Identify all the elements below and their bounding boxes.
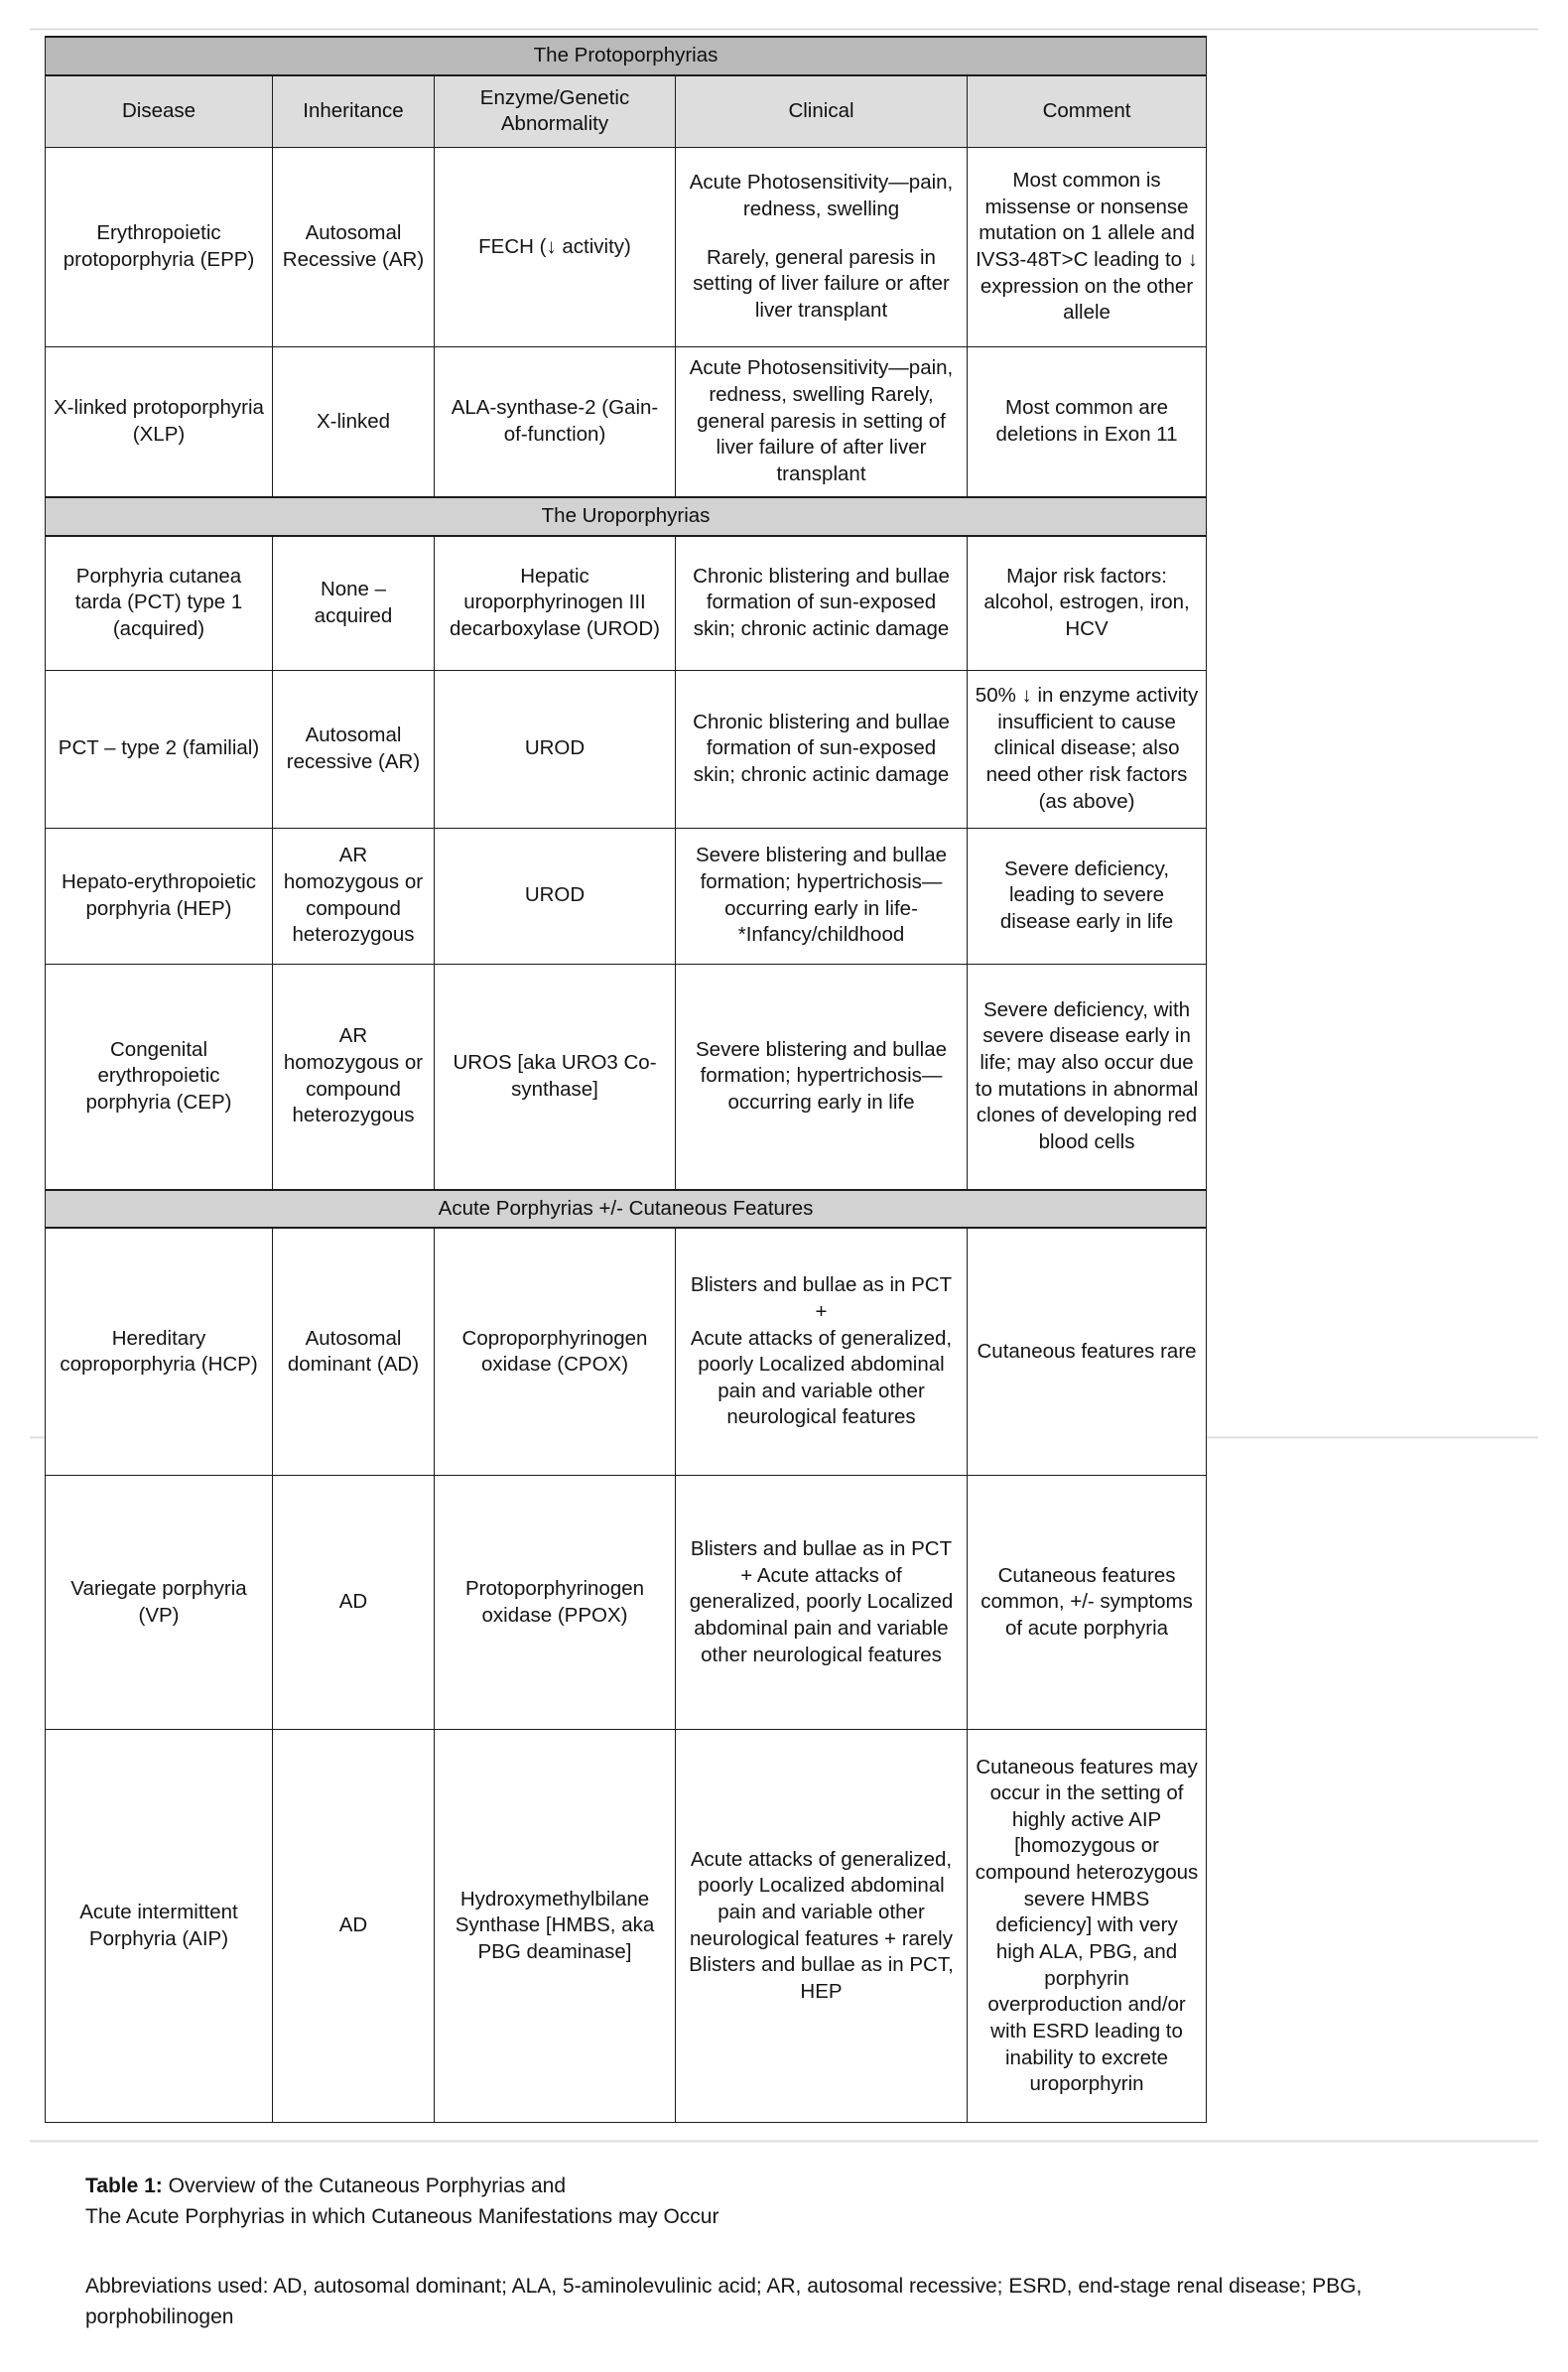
section-title: The Protoporphyrias — [46, 37, 1207, 75]
table-row — [46, 964, 1207, 1190]
section-header-protoporphyrias — [46, 37, 1207, 75]
cell-enzyme: FECH (↓ activity) — [435, 147, 676, 346]
porphyrias-table — [45, 36, 1207, 2123]
column-header-row — [46, 75, 1207, 148]
section-header-uroporphyrias — [46, 497, 1207, 536]
cell-disease: Erythropoietic protoporphyria (EPP) — [46, 147, 273, 346]
clinical-line-1: Blisters and bullae as in PCT — [690, 1273, 953, 1297]
section-title: Acute Porphyrias +/- Cutaneous Features — [46, 1190, 1207, 1229]
cell-disease: Acute intermittent Porphyria (AIP) — [46, 1730, 273, 2123]
cell-clinical: Severe blistering and bullae formation; hypertrichosis—occurring early in life-*Infancy/childhood — [676, 828, 968, 964]
column-header-clinical: Clinical — [676, 75, 968, 148]
table-row — [46, 346, 1207, 497]
cell-comment: 50% ↓ in enzyme activity insufficient to cause clinical disease; also need other risk factors (as above) — [968, 670, 1207, 828]
cell-inheritance: Autosomal recessive (AR) — [273, 670, 435, 828]
cell-disease: Porphyria cutanea tarda (PCT) type 1 (acquired) — [46, 536, 273, 671]
cell-enzyme: UROD — [435, 828, 676, 964]
clinical-spacer — [683, 223, 960, 245]
cell-inheritance: AD — [273, 1730, 435, 2123]
cell-comment: Severe deficiency, with severe disease early in life; may also occur due to mutations in abnormal clones of developing red blood cells — [968, 964, 1207, 1190]
cell-inheritance: Autosomal Recessive (AR) — [273, 147, 435, 346]
clinical-plus-sign: + — [815, 1299, 828, 1323]
table-caption — [85, 2172, 1504, 2333]
cell-inheritance: Autosomal dominant (AD) — [273, 1228, 435, 1476]
table-row — [46, 670, 1207, 828]
cell-clinical: Chronic blistering and bullae formation of sun-exposed skin; chronic actinic damage — [676, 670, 968, 828]
column-header-enzyme-genetic-abnormality: Enzyme/Genetic Abnormality — [435, 75, 676, 148]
caption-line-2: The Acute Porphyrias in which Cutaneous Manifestations may Occur — [85, 2204, 719, 2228]
table-row — [46, 536, 1207, 671]
cell-enzyme: Hydroxymethylbilane Synthase [HMBS, aka PBG deaminase] — [435, 1730, 676, 2123]
cell-disease: PCT – type 2 (familial) — [46, 670, 273, 828]
cell-clinical — [676, 147, 968, 346]
column-header-comment: Comment — [968, 75, 1207, 148]
cell-enzyme: UROD — [435, 670, 676, 828]
cell-disease: Congenital erythropoietic porphyria (CEP) — [46, 964, 273, 1190]
caption-label: Table 1: — [85, 2174, 163, 2197]
section-title: The Uroporphyrias — [46, 497, 1207, 536]
cell-inheritance: None – acquired — [273, 536, 435, 671]
table-row — [46, 147, 1207, 346]
caption-line-1 — [85, 2172, 1504, 2202]
cell-enzyme: UROS [aka URO3 Co-synthase] — [435, 964, 676, 1190]
cell-clinical — [676, 1228, 968, 1476]
clinical-line-2: Acute attacks of generalized, poorly Localized abdominal pain and variable other neurological features — [690, 1326, 953, 1429]
cell-comment: Cutaneous features common, +/- symptoms of acute porphyria — [968, 1476, 1207, 1730]
page-edge-rule-bottom — [30, 2140, 1538, 2143]
clinical-line-2: Rarely, general paresis in setting of liver failure or after liver transplant — [693, 245, 950, 322]
cell-inheritance: X-linked — [273, 346, 435, 497]
page-edge-rule-top — [30, 28, 1538, 31]
cell-comment: Severe deficiency, leading to severe disease early in life — [968, 828, 1207, 964]
table-row — [46, 828, 1207, 964]
cell-clinical: Chronic blistering and bullae formation of sun-exposed skin; chronic actinic damage — [676, 536, 968, 671]
cell-disease: X-linked protoporphyria (XLP) — [46, 346, 273, 497]
table-row — [46, 1228, 1207, 1476]
cell-disease: Variegate porphyria (VP) — [46, 1476, 273, 1730]
cell-disease: Hepato-erythropoietic porphyria (HEP) — [46, 828, 273, 964]
porphyrias-table-container — [45, 36, 1206, 2123]
cell-inheritance: AD — [273, 1476, 435, 1730]
caption-title: Overview of the Cutaneous Porphyrias and — [162, 2174, 567, 2197]
cell-enzyme: ALA-synthase-2 (Gain-of-function) — [435, 346, 676, 497]
cell-inheritance: AR homozygous or compound heterozygous — [273, 828, 435, 964]
cell-clinical: Acute attacks of generalized, poorly Localized abdominal pain and variable other neurological features + rarely Blisters and bullae as in PCT, HEP — [676, 1730, 968, 2123]
cell-enzyme: Coproporphyrinogen oxidase (CPOX) — [435, 1228, 676, 1476]
cell-inheritance: AR homozygous or compound heterozygous — [273, 964, 435, 1190]
clinical-line-1: Acute Photosensitivity—pain, redness, swelling — [689, 171, 954, 220]
section-header-acute-porphyrias — [46, 1190, 1207, 1229]
cell-comment: Major risk factors: alcohol, estrogen, iron, HCV — [968, 536, 1207, 671]
cell-clinical: Blisters and bullae as in PCT + Acute attacks of generalized, poorly Localized abdominal pain and variable other neurological features — [676, 1476, 968, 1730]
cell-comment: Most common are deletions in Exon 11 — [968, 346, 1207, 497]
column-header-inheritance: Inheritance — [273, 75, 435, 148]
caption-abbreviations: Abbreviations used: AD, autosomal dominant; ALA, 5-aminolevulinic acid; AR, autosomal recessive; ESRD, end-stage renal disease; PBG, porphobilinogen — [85, 2275, 1363, 2328]
cell-clinical: Severe blistering and bullae formation; hypertrichosis—occurring early in life — [676, 964, 968, 1190]
cell-disease: Hereditary coproporphyria (HCP) — [46, 1228, 273, 1476]
table-row — [46, 1730, 1207, 2123]
cell-enzyme: Protoporphyrinogen oxidase (PPOX) — [435, 1476, 676, 1730]
cell-clinical: Acute Photosensitivity—pain, redness, swelling Rarely, general paresis in setting of liver failure of after liver transplant — [676, 346, 968, 497]
cell-comment: Most common is missense or nonsense mutation on 1 allele and IVS3-48T>C leading to ↓ expression on the other allele — [968, 147, 1207, 346]
cell-comment: Cutaneous features may occur in the setting of highly active AIP [homozygous or compound heterozygous severe HMBS deficiency] with very high ALA, PBG, and porphyrin overproduction and/or with ESRD leading to inability to excrete uroporphyrin — [968, 1730, 1207, 2123]
column-header-disease: Disease — [46, 75, 273, 148]
table-row — [46, 1476, 1207, 1730]
cell-comment: Cutaneous features rare — [968, 1228, 1207, 1476]
cell-enzyme: Hepatic uroporphyrinogen III decarboxylase (UROD) — [435, 536, 676, 671]
